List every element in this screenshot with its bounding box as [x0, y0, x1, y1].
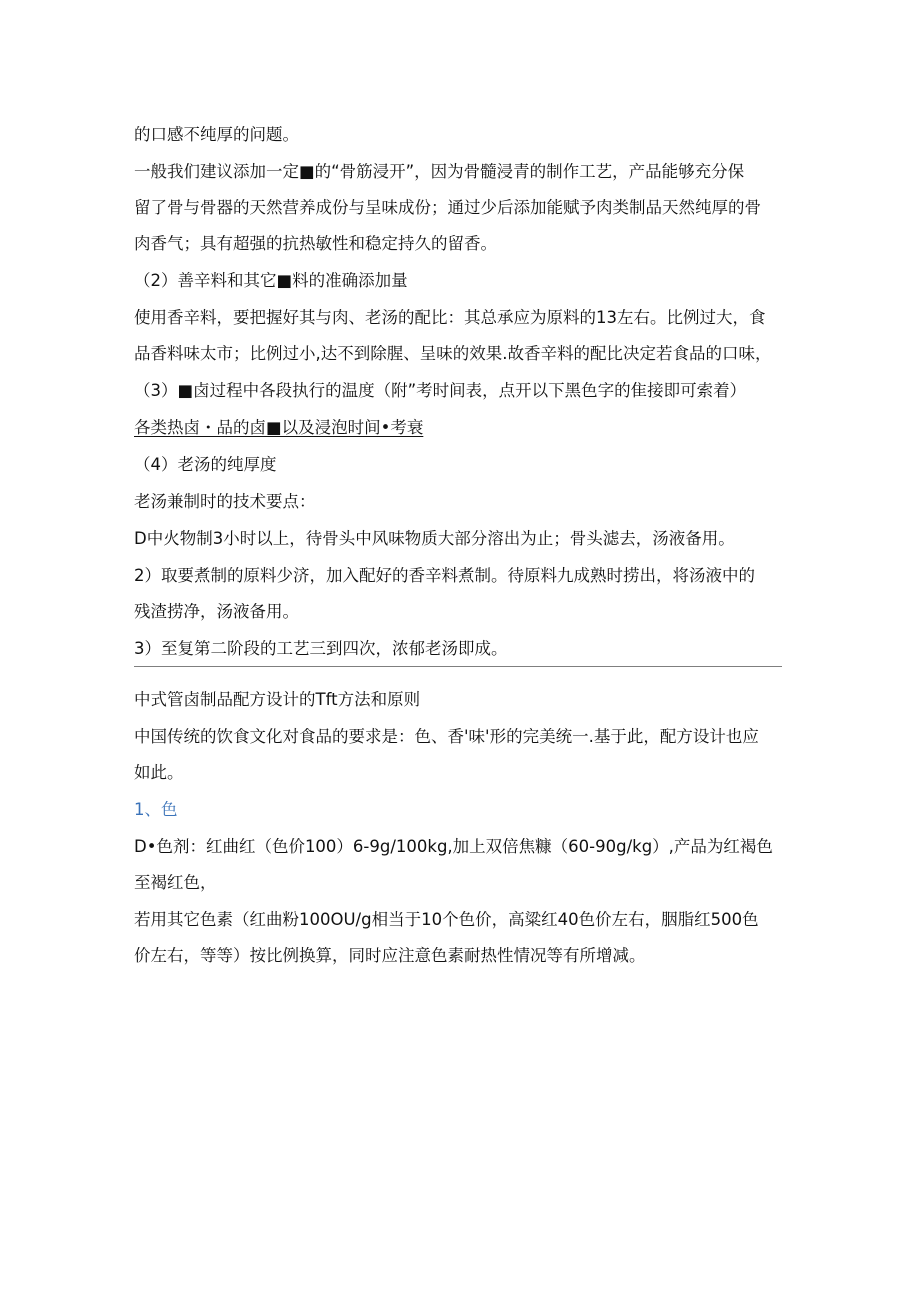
timetable-link[interactable]: 各类热卤・品的卤■以及浸泡时间•考衰 [134, 418, 424, 437]
paragraph-line: 中国传统的饮食文化对食品的要求是：色、香'味'形的完美统一.基于此，配方设计也应 [134, 727, 759, 746]
paragraph-other-pigments [134, 907, 786, 969]
paragraph-line: 一般我们建议添加一定■的“骨筋浸开”，因为骨髓浸青的制作工艺，产品能够充分保 [134, 162, 745, 181]
document-body [134, 122, 786, 980]
paragraph-text: 的口感不纯厚的问题。 [134, 125, 299, 144]
paragraph-colorant [134, 834, 786, 896]
step-1: D中火物制3小时以上，待骨头中风味物质大部分溶出为止；骨头滤去，汤液备用。 [134, 529, 735, 548]
paragraph-spice-ratio [134, 305, 786, 367]
heading-temperature: （3）■卤过程中各段执行的温度（附”考时间表，点开以下黑色字的隹接即可索着） [134, 381, 747, 400]
step-3: 3）至复第二阶段的工艺三到四次，浓郁老汤即成。 [134, 639, 508, 658]
paragraph-line: D•色剂：红曲红（色价100）6-9g/100kg,加上双倍焦糠（60-90g/kg）,产品为红褐色 [134, 837, 773, 856]
section-color-heading: 1、色 [134, 800, 178, 819]
section-title: 中式管卤制品配方设计的Tft方法和原则 [134, 690, 421, 709]
horizontal-divider [134, 666, 782, 667]
paragraph-bone-extract [134, 159, 786, 257]
paragraph-line: 使用香辛料，要把握好其与肉、老汤的配比：其总承应为原料的13左右。比例过大，食 [134, 308, 766, 327]
paragraph-line: 留了骨与骨器的天然营养成份与呈味成份；通过少后添加能赋予肉类制品天然纯厚的骨 [134, 198, 761, 217]
paragraph-line: 价左右，等等）按比例换算，同时应注意色素耐热性情况等有所增减。 [134, 946, 646, 965]
paragraph-key-points: 老汤兼制时的技术要点： [134, 492, 316, 511]
step-line: 2）取要煮制的原料少济，加入配好的香辛料煮制。待原料九成熟时捞出，将汤液中的 [134, 566, 755, 585]
heading-old-soup: （4）老汤的纯厚度 [134, 455, 277, 474]
step-2 [134, 563, 786, 625]
paragraph-line: 如此。 [134, 763, 184, 782]
paragraph-line: 品香料味太市；比例过小,达不到除腥、呈味的效果.故香辛料的配比决定若食品的口味， [134, 344, 772, 363]
paragraph-line: 至褐红色， [134, 873, 217, 892]
step-line: 残渣捞净，汤液备用。 [134, 602, 299, 621]
paragraph-line: 若用其它色素（红曲粉100OU/g相当于10个色价，高粱红40色价左右，胭脂红500色 [134, 910, 759, 929]
heading-spice-amount: （2）善辛料和其它■料的准确添加量 [134, 271, 408, 290]
paragraph-tradition [134, 724, 786, 786]
paragraph-line: 肉香气；具有超强的抗热敏性和稳定持久的留香。 [134, 234, 497, 253]
